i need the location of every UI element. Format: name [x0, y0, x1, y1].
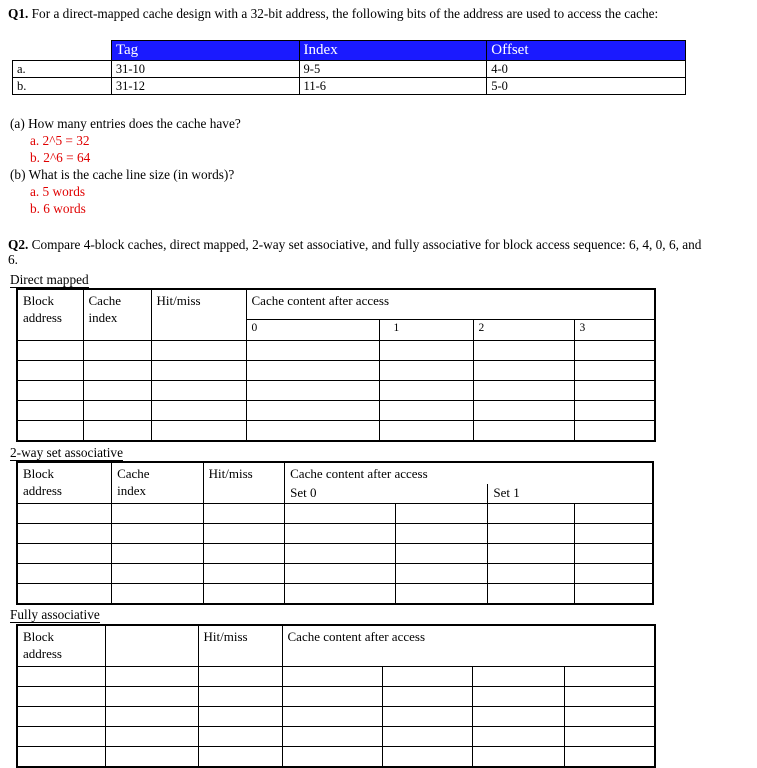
table-row	[17, 747, 655, 768]
hit-miss-header: Hit/miss	[198, 625, 282, 667]
cache-content-header: Cache content after access	[282, 625, 655, 667]
table-row	[17, 544, 653, 564]
table-row	[13, 61, 686, 78]
q1-answers	[10, 115, 241, 217]
fully-header-row	[17, 625, 655, 667]
q1-header-tag: Tag	[111, 41, 299, 61]
q1-header-offset: Offset	[487, 41, 686, 61]
table-row	[17, 381, 655, 401]
offset-bits: 4-0	[487, 61, 686, 78]
part-a-answer-a: a. 2^5 = 32	[30, 133, 90, 148]
part-b-answer-a: a. 5 words	[30, 184, 86, 199]
table-row	[17, 564, 653, 584]
two-way-label: 2-way set associative	[10, 445, 123, 460]
two-way-table	[16, 461, 654, 605]
two-way-header-row	[17, 462, 653, 484]
row-label: a.	[13, 61, 112, 78]
table-row	[17, 584, 653, 605]
table-row	[17, 421, 655, 442]
fully-assoc-table	[16, 624, 656, 768]
q1-text: For a direct-mapped cache design with a 32-bit address, the following bits of the address are used to access the cache:	[31, 6, 659, 21]
slot-1-header: 1	[379, 320, 473, 341]
row-label: b.	[13, 78, 112, 95]
q1-header-index: Index	[299, 41, 487, 61]
block-address-header: Block address	[17, 625, 105, 667]
table-row	[17, 341, 655, 361]
slot-3-header: 3	[574, 320, 655, 341]
set-0-header: Set 0	[285, 484, 488, 504]
direct-mapped-label: Direct mapped	[10, 272, 89, 287]
table-row	[17, 401, 655, 421]
slot-0-header: 0	[246, 320, 379, 341]
direct-header-row	[17, 289, 655, 320]
table-row	[17, 504, 653, 524]
cache-index-header: Cache index	[112, 462, 204, 504]
tag-bits: 31-10	[111, 61, 299, 78]
blank-header	[105, 625, 198, 667]
slot-2-header: 2	[473, 320, 574, 341]
block-address-header: Block address	[17, 462, 112, 504]
q2-text: Compare 4-block caches, direct mapped, 2-way set associative, and fully associative for block access sequence: 6, 4, 0, 6, and 6.	[8, 237, 702, 267]
set-1-header: Set 1	[488, 484, 653, 504]
q2-prompt	[8, 237, 708, 267]
hit-miss-header: Hit/miss	[203, 462, 285, 504]
part-a-answer-b: b. 2^6 = 64	[30, 150, 91, 165]
part-a-question: (a) How many entries does the cache have?	[10, 116, 241, 131]
q1-prompt	[8, 6, 698, 21]
cache-content-header: Cache content after access	[246, 289, 655, 320]
offset-bits: 5-0	[487, 78, 686, 95]
table-row	[17, 707, 655, 727]
cache-content-header: Cache content after access	[285, 462, 653, 484]
part-b-question: (b) What is the cache line size (in words)?	[10, 167, 235, 182]
hit-miss-header: Hit/miss	[151, 289, 246, 341]
q2-number: Q2.	[8, 237, 29, 252]
q1-table-header-row	[13, 41, 686, 61]
table-row	[17, 667, 655, 687]
table-row	[17, 687, 655, 707]
cache-index-header: Cache index	[83, 289, 151, 341]
index-bits: 9-5	[299, 61, 487, 78]
q1-header-blank	[13, 41, 112, 61]
tag-bits: 31-12	[111, 78, 299, 95]
direct-mapped-table	[16, 288, 656, 442]
table-row	[17, 727, 655, 747]
q1-number: Q1.	[8, 6, 29, 21]
fully-assoc-label: Fully associative	[10, 607, 100, 622]
table-row	[17, 524, 653, 544]
q1-bit-table	[12, 40, 686, 95]
table-row	[17, 361, 655, 381]
block-address-header: Block address	[17, 289, 83, 341]
part-b-answer-b: b. 6 words	[30, 201, 86, 216]
table-row	[13, 78, 686, 95]
index-bits: 11-6	[299, 78, 487, 95]
